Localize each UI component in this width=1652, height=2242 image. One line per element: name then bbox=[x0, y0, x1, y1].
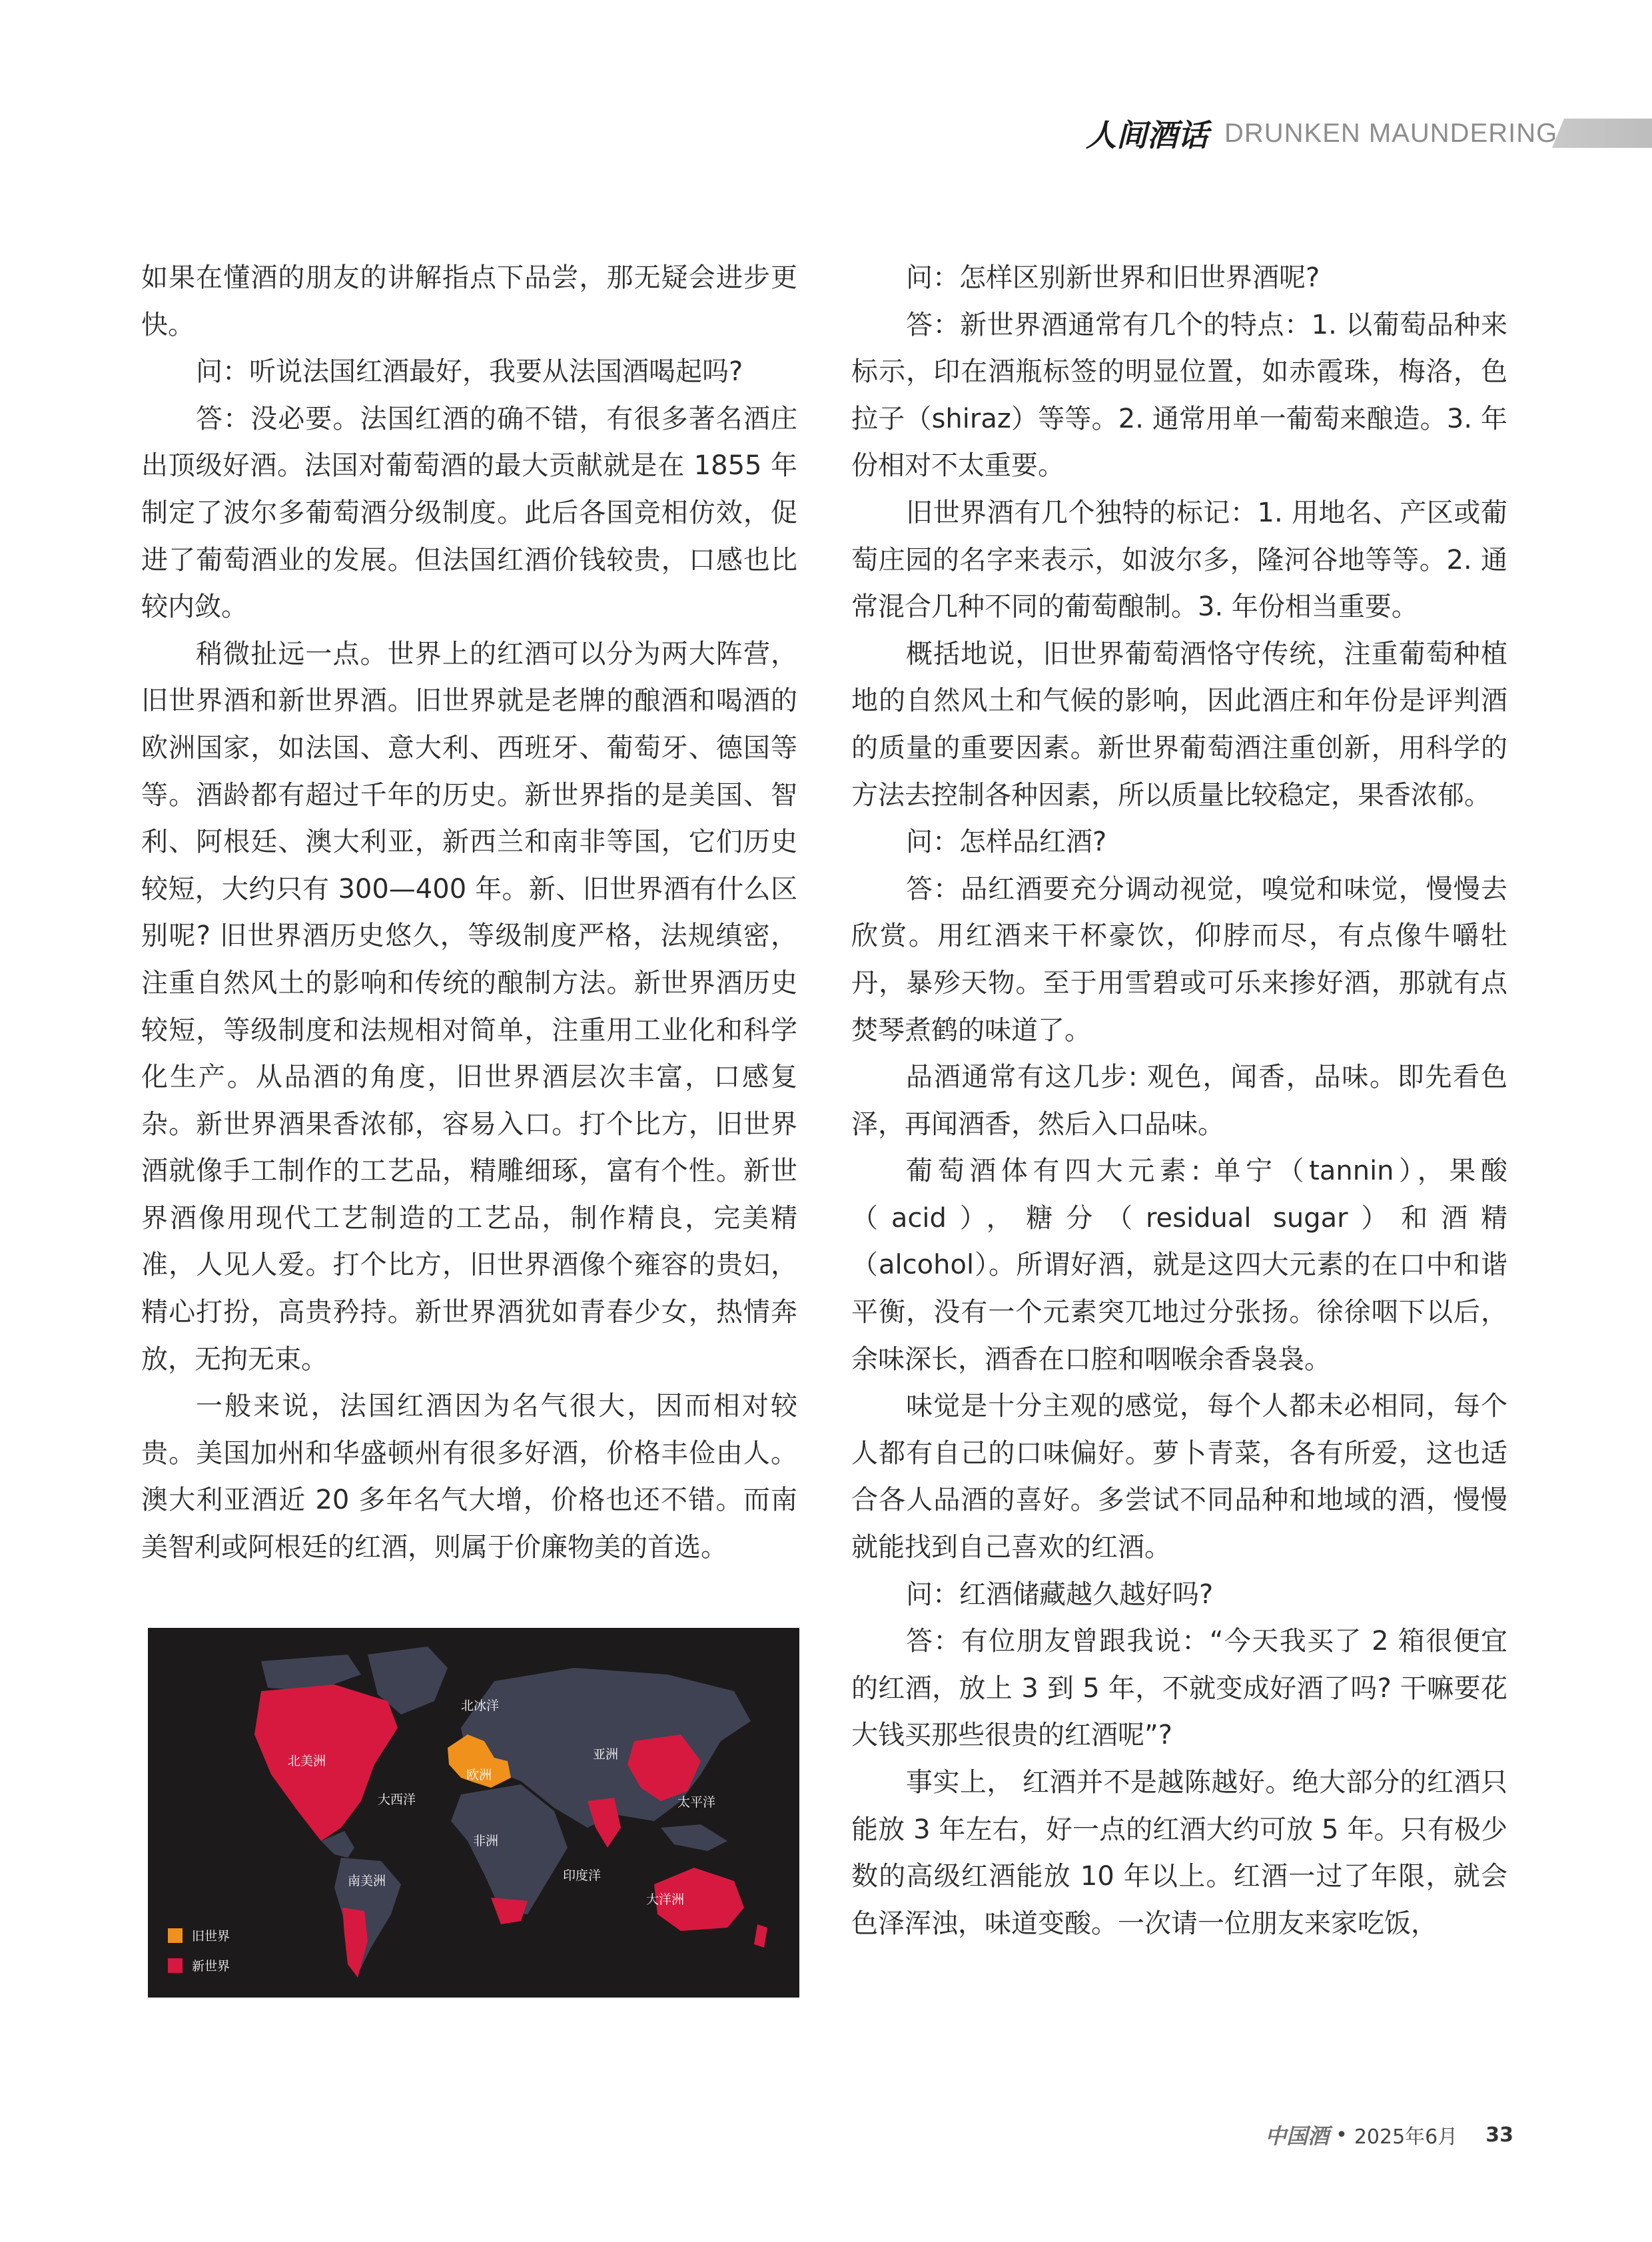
magazine-logo: 中国酒 bbox=[1265, 2123, 1330, 2149]
paragraph: 稍微扯远一点。世界上的红酒可以分为两大阵营，旧世界酒和新世界酒。旧世界就是老牌的酿酒和喝酒的欧洲国家，如法国、意大利、西班牙、葡萄牙、德国等等。酒龄都有超过千年的历史。新世界指的是美国、智利、阿根廷、澳大利亚，新西兰和南非等国，它们历史较短，大约只有 300—400 年。新、旧世界酒有什么区别呢? 旧世界酒历史悠久，等级制度严格，法规缜密，注重自然风土的影响和传统的酿制方法。新世界酒历史较短，等级制度和法规相对简单，注重用工业化和科学化生产。从品酒的角度，旧世界酒层次丰富，口感复杂。新世界酒果香浓郁，容易入口。打个比方，旧世界酒就像手工制作的工艺品，精雕细琢，富有个性。新世界酒像用现代工艺制造的工艺品，制作精良，完美精准，人见人爱。打个比方，旧世界酒像个雍容的贵妇，精心打扮，高贵矜持。新世界酒犹如青春少女，热情奔放，无拘无束。 bbox=[141, 638, 797, 1375]
map-label-north-america: 北美洲 bbox=[288, 1754, 326, 1768]
paragraph: 味觉是十分主观的感觉，每个人都未必相同，每个人都有自己的口味偏好。萝卜青菜，各有所爱，这也适合各人品酒的喜好。多尝试不同品种和地域的酒，慢慢就能找到自己喜欢的红酒。 bbox=[851, 1391, 1507, 1563]
paragraph: 事实上， 红酒并不是越陈越好。绝大部分的红酒只能放 3 年左右，好一点的红酒大约可放 5 年。只有极少数的高级红酒能放 10 年以上。红酒一过了年限，就会色泽浑浊，味道变酸。一次请一位朋友来家吃饭， bbox=[851, 1767, 1507, 1939]
page-footer bbox=[1265, 2118, 1513, 2151]
page-number: 33 bbox=[1485, 2123, 1513, 2147]
legend-old-world bbox=[168, 1926, 230, 1944]
south-africa-shape bbox=[491, 1898, 528, 1924]
north-america-shape bbox=[254, 1684, 398, 1841]
new-zealand-shape bbox=[754, 1924, 767, 1948]
header-decoration-bar bbox=[1552, 119, 1652, 148]
column-header bbox=[1086, 112, 1557, 155]
map-label-oceania: 大洋洲 bbox=[646, 1892, 685, 1907]
arctic-islands-shape bbox=[261, 1655, 361, 1691]
paragraph: 概括地说，旧世界葡萄酒恪守传统，注重葡萄种植地的自然风土和气候的影响，因此酒庄和年份是评判酒的质量的重要因素。新世界葡萄酒注重创新，用科学的方法去控制各种因素，所以质量比较稳定，果香浓郁。 bbox=[851, 638, 1507, 811]
paragraph: 问：怎样品红酒? bbox=[906, 827, 1107, 858]
paragraph: 如果在懂酒的朋友的讲解指点下品尝，那无疑会进步更快。 bbox=[141, 262, 797, 340]
paragraph: 一般来说，法国红酒因为名气很大，因而相对较贵。美国加州和华盛顿州有很多好酒，价格丰俭由人。澳大利亚酒近 20 多年名气大增，价格也还不错。而南美智利或阿根廷的红酒，则属于价廉物美的首选。 bbox=[141, 1391, 797, 1563]
legend-label: 旧世界 bbox=[192, 1929, 230, 1944]
left-text-column bbox=[141, 254, 797, 1571]
paragraph: 旧世界酒有几个独特的标记：1. 用地名、产区或葡萄庄园的名字来表示，如波尔多，隆河谷地等等。2. 通常混合几种不同的葡萄酿制。3. 年份相当重要。 bbox=[851, 497, 1507, 623]
map-label-atlantic-ocean: 大西洋 bbox=[378, 1792, 416, 1807]
map-label-asia: 亚洲 bbox=[593, 1747, 619, 1762]
paragraph: 答：有位朋友曾跟我说：“今天我买了 2 箱很便宜的红酒，放上 3 到 5 年，不就变成好酒了吗? 干嘛要花大钱买那些很贵的红酒呢”? bbox=[851, 1626, 1507, 1751]
map-label-africa: 非洲 bbox=[473, 1834, 499, 1848]
map-label-pacific-ocean: 太平洋 bbox=[677, 1795, 716, 1810]
map-label-arctic-ocean: 北冰洋 bbox=[461, 1698, 500, 1713]
map-label-indian-ocean: 印度洋 bbox=[563, 1868, 602, 1883]
paragraph: 问：怎样区别新世界和旧世界酒呢? bbox=[906, 262, 1320, 293]
legend-swatch bbox=[168, 1928, 183, 1943]
southeast-asia-shape bbox=[661, 1824, 727, 1851]
footer-separator: • bbox=[1336, 2123, 1348, 2147]
legend-new-world bbox=[168, 1956, 230, 1974]
paragraph: 答：新世界酒通常有几个的特点：1. 以葡萄品种来标示，印在酒瓶标签的明显位置，如赤霞珠，梅洛，色拉子（shiraz）等等。2. 通常用单一葡萄来酿造。3. 年份相对不太重要。 bbox=[851, 309, 1507, 482]
paragraph: 问：听说法国红酒最好，我要从法国酒喝起吗? bbox=[196, 356, 743, 388]
paragraph: 葡萄酒体有四大元素: 单宁（tannin），果酸（acid），糖分（residual sugar）和酒精（alcohol）。所谓好酒，就是这四大元素的在口中和谐平衡，没有一个元素突兀地过分张扬。徐徐咽下以后，余味深长，酒香在口腔和咽喉余香袅袅。 bbox=[851, 1156, 1507, 1375]
chile-argentina-shape bbox=[342, 1908, 368, 1978]
right-text-column bbox=[851, 254, 1507, 1947]
map-label-south-america: 南美洲 bbox=[348, 1874, 386, 1888]
issue-date: 2025年6月 bbox=[1354, 2125, 1458, 2149]
paragraph: 品酒通常有这几步: 观色，闻香，品味。即先看色泽，再闻酒香，然后入口品味。 bbox=[851, 1062, 1507, 1140]
column-title-cn: 人间酒话 bbox=[1086, 117, 1208, 153]
legend-swatch bbox=[168, 1958, 183, 1973]
paragraph: 答：没必要。法国红酒的确不错，有很多著名酒庄出顶级好酒。法国对葡萄酒的最大贡献就是在 1855 年制定了波尔多葡萄酒分级制度。此后各国竞相仿效，促进了葡萄酒业的发展。但法国红酒价钱较贵，口感也比较内敛。 bbox=[141, 403, 797, 623]
map-label-europe: 欧洲 bbox=[466, 1768, 492, 1782]
world-map-graphic bbox=[148, 1628, 799, 1998]
paragraph: 问：红酒储藏越久越好吗? bbox=[906, 1579, 1214, 1610]
paragraph: 答：品红酒要充分调动视觉，嗅觉和味觉，慢慢去欣赏。用红酒来干杯豪饮，仰脖而尽，有点像牛嚼牡丹，暴殄天物。至于用雪碧或可乐来掺好酒，那就有点焚琴煮鹤的味道了。 bbox=[851, 873, 1507, 1046]
wine-world-map bbox=[148, 1628, 799, 1998]
legend-label: 新世界 bbox=[192, 1959, 230, 1974]
column-title-en: DRUNKEN MAUNDERING bbox=[1224, 118, 1558, 148]
